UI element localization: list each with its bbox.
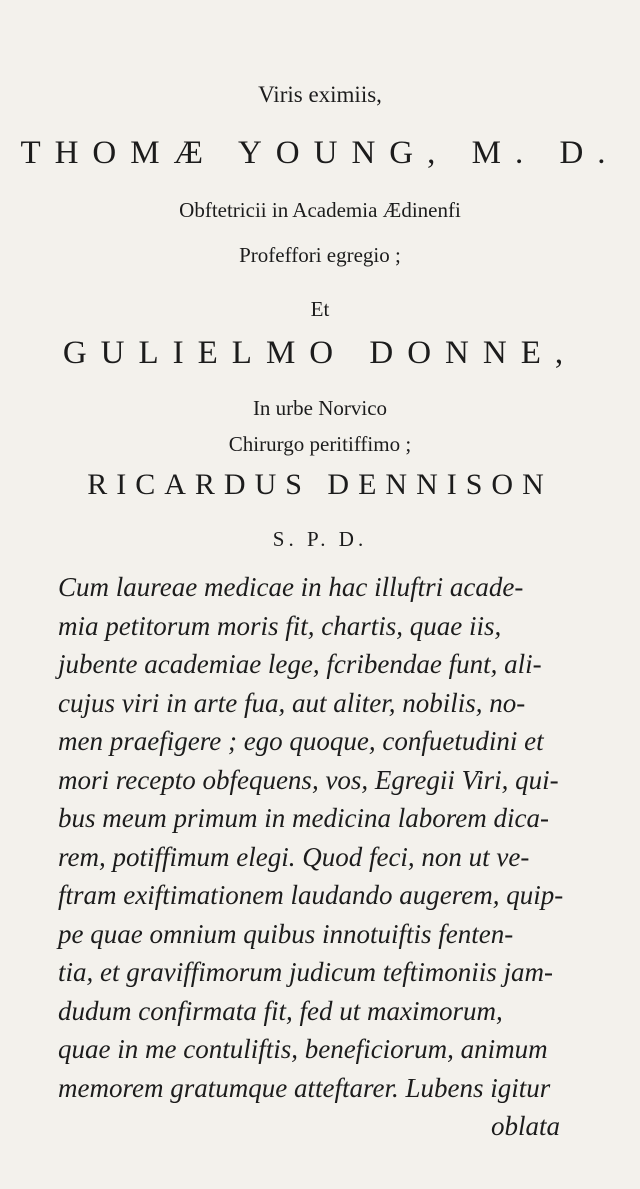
body-line: mia petitorum moris fit, chartis, quae iis, — [58, 610, 502, 641]
dedicatee-role-young-1: Obftetricii in Academia Ædinenfi — [179, 198, 461, 222]
author-name: RICARDUS DENNISON — [87, 468, 553, 501]
body-line: jubente academiae lege, fcribendae funt, ali- — [58, 649, 542, 679]
body-line: men praefigere ; ego quoque, confuetudini et — [58, 726, 544, 756]
body-line: cujus viri in arte fua, aut aliter, nobilis, no- — [58, 687, 526, 718]
greeting-spd: S. P. D. — [272, 527, 368, 551]
body-line: bus meum primum in medicina laborem dica- — [58, 803, 549, 833]
body-line: ftram exiftimationem laudando augerem, quip- — [58, 880, 564, 910]
dedicatee-name-young: THOMÆ YOUNG, M. D. — [20, 135, 620, 171]
body-line: tia, et graviffimorum judicum teftimoniis jam- — [58, 957, 553, 987]
catchword: oblata — [490, 1111, 560, 1141]
body-line: pe quae omnium quibus innotuiftis fenten- — [58, 918, 514, 949]
body-line: Cum laureae medicae in hac illuftri acade- — [58, 572, 524, 602]
conjunction-et: Et — [310, 297, 330, 321]
body-line: dudum confirmata fit, fed ut maximorum, — [58, 995, 503, 1026]
dedication-opening: Viris eximiis, — [258, 82, 382, 107]
dedication-body — [58, 568, 618, 1146]
body-line: memorem gratumque atteftarer. Lubens igitur — [58, 1072, 551, 1103]
dedicatee-role-donne-1: In urbe Norvico — [252, 396, 388, 420]
body-line: mori recepto obfequens, vos, Egregii Viri, qui- — [58, 764, 559, 795]
body-line: rem, potiffimum elegi. Quod feci, non ut ve- — [58, 841, 530, 872]
dedicatee-role-donne-2: Chirurgo peritiffimo ; — [228, 432, 412, 456]
dedicatee-role-young-2: Profeffori egregio ; — [239, 243, 401, 267]
dedicatee-name-donne: GULIELMO DONNE, — [62, 335, 578, 371]
body-line: quae in me contuliftis, beneficiorum, animum — [58, 1034, 548, 1064]
